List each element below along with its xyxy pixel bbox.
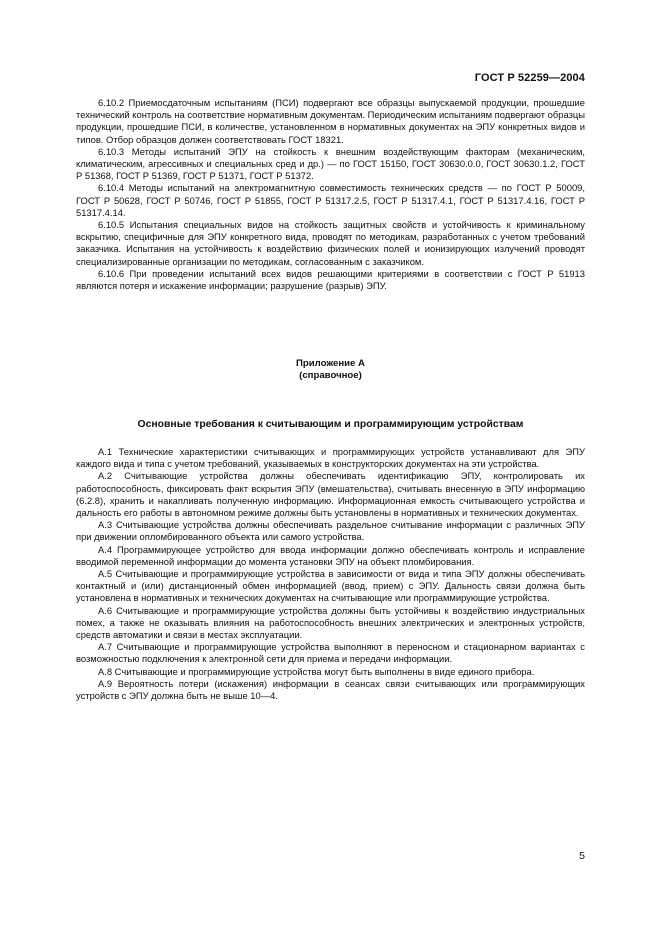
paragraph-6-10-6: 6.10.6 При проведении испытаний всех видов решающими критериями в соответствии с ГОСТ Р 51913 являются потеря и искажение информации; разрушение (разрыв) ЭПУ. [76,267,585,292]
paragraph-a9: А.9 Вероятность потери (искажения) информации в сеансах связи считывающих или программирующих устройств с ЭПУ должна быть не выше 10—4. [76,677,585,702]
paragraph-a2: А.2 Считывающие устройства должны обеспечивать идентификацию ЭПУ, контролировать их работоспособность, фиксировать факт вскрытия ЭПУ (вмешательства), считывать внесенную в ЭПУ информацию (6.2.8), хранить и накапливать полученную информацию. Информационная емкость считывающего устройства и дальность его работы в автономном режиме должны быть установлены в нормативных и технических документах. [76,470,585,519]
paragraph-a1: А.1 Технические характеристики считывающих и программирующих устройств устанавливают для ЭПУ каждого вида и типа с учетом требований, указываемых в конструкторских документах на эти устройства. [76,446,585,470]
section-6-10 [76,97,585,292]
page-number: 5 [579,850,585,862]
paragraph-6-10-2: 6.10.2 Приемосдаточным испытаниям (ПСИ) подвергают все образцы выпускаемой продукции, прошедшие технический контроль на соответствие нормативным документам. Периодическим испытаниям подвергают образцы продукции, прошедшие ПСИ, в количестве, установленном в нормативных документах на ЭПУ конкретных видов и типов. Отбор образцов должен соответствовать ГОСТ 18321. [76,97,585,145]
paragraph-6-10-4: 6.10.4 Методы испытаний на электромагнитную совместимость технических средств — по ГОСТ Р 50009, ГОСТ Р 50628, ГОСТ Р 50746, ГОСТ Р 51855, ГОСТ Р 51317.2.5, ГОСТ Р 51317.4.1, ГОСТ Р 51317.4.16, ГОСТ Р 51317.4.14. [76,182,585,218]
paragraph-a7: А.7 Считывающие и программирующие устройства выполняют в переносном и стационарном вариантах с возможностью подключения к электронной сети для приема и передачи информации. [76,641,585,665]
section-appendix-a [76,446,585,702]
paragraph-a6: А.6 Считывающие и программирующие устройства должны быть устойчивы к воздействию индустриальных помех, а также не оказывать влияния на работоспособность внешних электрических и электронных устройств, средств автоматики и связи в местах эксплуатации. [76,604,585,641]
appendix-subtitle: (справочное) [299,370,362,381]
paragraph-a8: А.8 Считывающие и программирующие устройства могут быть выполнены в виде единого прибора. [98,665,535,677]
paragraph-a4: А.4 Программирующее устройство для ввода информации должно обеспечивать контроль и исправление вводимой переменной информации до момента установки ЭПУ на объект пломбирования. [76,543,585,567]
paragraph-6-10-5: 6.10.5 Испытания специальных видов на стойкость защитных свойств и устойчивость к криминальному вскрытию, специфичные для ЭПУ конкретного вида, проводят по методикам, разработанных с учетом требований заказчика. Испытания на устойчивость к воздействию физических полей и ионизирующих излучений проводят специализированные организации по методикам, согласованным с заказчиком. [76,219,585,267]
paragraph-a5: А.5 Считывающие и программирующие устройства в зависимости от вида и типа ЭПУ должны обеспечивать контактный и (или) дистанционный обмен информацией (ввод, прием) с ЭПУ. Дальность связи должна быть установлена в нормативных и технических документах на считывающие или программирующие устройства. [76,568,585,604]
paragraph-6-10-3: 6.10.3 Методы испытаний ЭПУ на стойкость к внешним воздействующим факторам (механическим, климатическим, агрессивных и специальных сред и др.) — по ГОСТ 15150, ГОСТ 30630.0.0, ГОСТ 30630.1.2, ГОСТ Р 51368, ГОСТ Р 51369, ГОСТ Р 51371, ГОСТ Р 51372. [76,145,585,182]
appendix-heading: Основные требования к считывающим и программирующим устройствам [137,419,524,430]
appendix-title: Приложение А [296,358,365,369]
paragraph-a3: А.3 Считывающие устройства должны обеспечивать раздельное считывание информации с различных ЭПУ при движении опломбированного объекта или самого устройства. [76,519,585,543]
document-number: ГОСТ Р 52259—2004 [474,72,585,84]
